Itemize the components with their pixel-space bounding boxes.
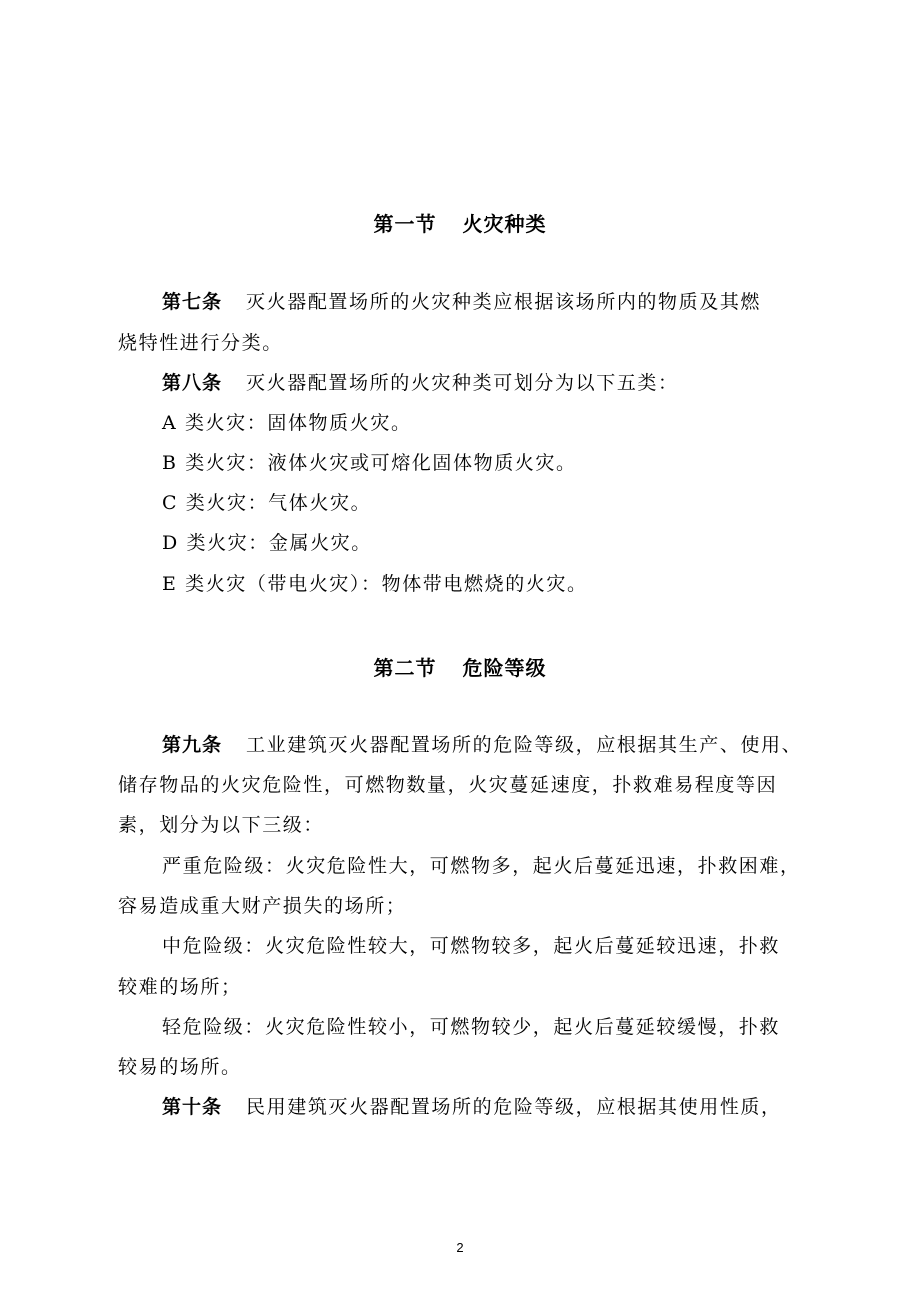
fire-class-b: B 类火灾：液体火灾或可熔化固体物质火灾。	[162, 452, 577, 474]
medium-risk-line-2: 较难的场所；	[118, 976, 242, 998]
light-risk-line-1: 轻危险级：火灾危险性较小，可燃物较少，起火后蔓延较缓慢，扑救	[162, 1016, 781, 1038]
article-8-label: 第八条	[162, 372, 223, 394]
light-risk-line-2: 较易的场所。	[118, 1056, 242, 1078]
section-1-heading	[0, 208, 920, 237]
fire-class-c: C 类火灾：气体火灾。	[162, 492, 372, 514]
section-2-title: 危险等级	[462, 656, 547, 680]
article-10-line-1: 第十条 民用建筑灭火器配置场所的危险等级，应根据其使用性质，	[162, 1096, 782, 1118]
severe-risk-line-2: 容易造成重大财产损失的场所；	[118, 895, 407, 917]
article-9-line-2: 储存物品的火灾危险性，可燃物数量，火灾蔓延速度，扑救难易程度等因	[118, 774, 778, 796]
article-9-line-3: 素，划分为以下三级：	[118, 814, 325, 836]
section-1-label: 第一节	[373, 212, 437, 236]
section-1-title: 火灾种类	[462, 212, 547, 236]
article-7-line-2: 烧特性进行分类。	[118, 332, 283, 354]
page-number: 2	[456, 1240, 464, 1255]
fire-class-e: E 类火灾（带电火灾）：物体带电燃烧的火灾。	[162, 573, 588, 595]
article-9-line-1: 第九条 工业建筑灭火器配置场所的危险等级，应根据其生产、使用、	[162, 734, 803, 756]
article-7-label: 第七条	[162, 291, 223, 313]
severe-risk-line-1: 严重危险级：火灾危险性大，可燃物多，起火后蔓延迅速，扑救困难，	[162, 855, 801, 877]
fire-class-a: A 类火灾：固体物质火灾。	[162, 412, 412, 434]
article-7-line-1: 第七条 灭火器配置场所的火灾种类应根据该场所内的物质及其燃	[162, 291, 762, 313]
fire-class-d: D 类火灾：金属火灾。	[162, 532, 372, 554]
article-10-label: 第十条	[162, 1096, 223, 1118]
section-2-heading	[0, 652, 920, 681]
medium-risk-line-1: 中危险级：火灾危险性较大，可燃物较多，起火后蔓延较迅速，扑救	[162, 935, 781, 957]
section-2-label: 第二节	[373, 656, 437, 680]
article-9-label: 第九条	[162, 734, 223, 756]
article-8-line-1: 第八条 灭火器配置场所的火灾种类可划分为以下五类：	[162, 372, 679, 394]
